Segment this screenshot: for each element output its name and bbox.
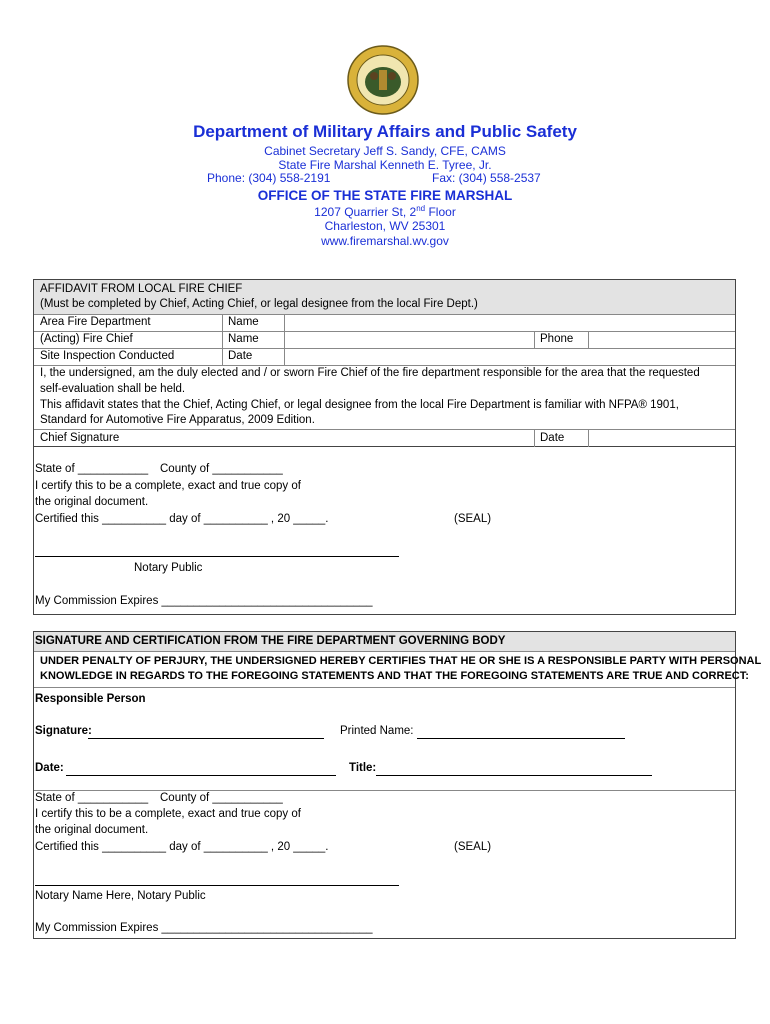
statement-1b: self-evaluation shall be held.	[40, 383, 186, 395]
statement-2a: This affidavit states that the Chief, Acting Chief, or legal designee from the local Fire Department is familiar with NFPA® 1901,	[40, 399, 679, 411]
date-line[interactable]	[66, 775, 336, 776]
title-line[interactable]	[376, 775, 652, 776]
date-label-2: Date	[540, 432, 565, 444]
acting-fire-chief-label: (Acting) Fire Chief	[40, 333, 133, 345]
inspection-date-field[interactable]	[284, 348, 285, 365]
area-fire-department-label: Area Fire Department	[40, 316, 151, 328]
name-label-2: Name	[228, 333, 259, 345]
affidavit-header	[34, 280, 735, 315]
signature-date-field[interactable]	[588, 429, 589, 447]
notary-signature-line[interactable]	[35, 556, 399, 557]
state-of-field[interactable]: State of ___________	[35, 463, 149, 475]
commission-expires-field-2[interactable]: My Commission Expires _________________________________	[35, 922, 373, 934]
department-title: Department of Military Affairs and Public Safety	[193, 122, 577, 141]
name-label-1: Name	[228, 316, 259, 328]
governing-header	[34, 632, 735, 652]
printed-name-label: Printed Name:	[340, 725, 414, 737]
chief-signature-field[interactable]	[534, 429, 535, 447]
signature-line[interactable]	[88, 738, 324, 739]
affidavit-section	[33, 279, 736, 447]
fire-department-name-field[interactable]	[284, 314, 285, 331]
commission-expires-field[interactable]: My Commission Expires _________________________________	[35, 595, 373, 607]
address-line-2: Charleston, WV 25301	[324, 219, 446, 233]
responsible-person-block	[34, 687, 735, 791]
statement-1a: I, the undersigned, am the duly elected and / or sworn Fire Chief of the fire department responsible for the area that the requested	[40, 367, 700, 379]
notary-name-label: Notary Name Here, Notary Public	[35, 890, 206, 902]
county-of-field-2[interactable]: County of ___________	[160, 792, 283, 804]
signature-label: Signature:	[35, 725, 92, 737]
address-line-1: 1207 Quarrier St, 2nd Floor	[314, 204, 456, 219]
perjury-statement	[34, 651, 762, 688]
affidavit-title: AFFIDAVIT FROM LOCAL FIRE CHIEF	[40, 283, 243, 295]
responsible-person-label: Responsible Person	[35, 693, 146, 705]
perjury-line-2: KNOWLEDGE IN REGARDS TO THE FOREGOING STATEMENTS AND THAT THE FOREGOING STATEMENTS ARE TRUE AND CORRECT:	[40, 670, 749, 682]
affidavit-statements	[34, 365, 735, 430]
wv-state-seal-icon	[343, 44, 423, 116]
site-inspection-label: Site Inspection Conducted	[40, 350, 175, 362]
county-of-field[interactable]: County of ___________	[160, 463, 283, 475]
seal-label: (SEAL)	[454, 513, 492, 525]
affidavit-subtitle: (Must be completed by Chief, Acting Chief, or legal designee from the local Fire Dept.)	[40, 298, 478, 310]
printed-name-line[interactable]	[417, 738, 625, 739]
statement-2b: Standard for Automotive Fire Apparatus, 2009 Edition.	[40, 414, 315, 426]
area-fire-department-row	[34, 314, 735, 332]
fire-chief-name-field[interactable]	[284, 331, 285, 348]
certify-text-2-1: I certify this to be a complete, exact and true copy of	[35, 808, 301, 820]
state-of-field-2[interactable]: State of ___________	[35, 792, 149, 804]
perjury-line-1: UNDER PENALTY OF PERJURY, THE UNDERSIGNED HEREBY CERTIFIES THAT HE OR SHE IS A RESPONSIBLE PARTY WITH PERSONAL	[40, 655, 762, 667]
date-label: Date:	[35, 762, 64, 774]
notary-public-label: Notary Public	[134, 562, 203, 574]
certify-text-1: I certify this to be a complete, exact and true copy of	[35, 480, 301, 492]
date-label-1: Date	[228, 350, 253, 362]
phone-label: Phone	[540, 333, 574, 345]
phone-number: Phone: (304) 558-2191	[207, 171, 331, 185]
notary-section-1	[33, 447, 736, 615]
certify-text-2-2: the original document.	[35, 824, 149, 836]
notary-section-2	[34, 790, 735, 939]
office-title: OFFICE OF THE STATE FIRE MARSHAL	[257, 188, 513, 203]
certified-this-field[interactable]: Certified this __________ day of __________ , 20 _____.	[35, 513, 329, 525]
certified-this-field-2[interactable]: Certified this __________ day of __________ , 20 _____.	[35, 841, 329, 853]
title-label: Title:	[349, 762, 377, 774]
state-fire-marshal: State Fire Marshal Kenneth E. Tyree, Jr.	[278, 158, 492, 172]
site-inspection-row	[34, 348, 735, 366]
fire-chief-row	[34, 331, 735, 349]
chief-signature-row	[34, 429, 735, 447]
phone-field[interactable]	[588, 331, 589, 348]
website-link[interactable]: www.firemarshal.wv.gov	[321, 234, 449, 248]
cabinet-secretary: Cabinet Secretary Jeff S. Sandy, CFE, CAMS	[264, 144, 506, 158]
certify-text-2: the original document.	[35, 496, 149, 508]
governing-body-section	[33, 631, 762, 939]
governing-title: SIGNATURE AND CERTIFICATION FROM THE FIRE DEPARTMENT GOVERNING BODY	[35, 635, 506, 647]
fax-number: Fax: (304) 558-2537	[432, 171, 541, 185]
chief-signature-label: Chief Signature	[40, 432, 120, 444]
notary-signature-line-2[interactable]	[35, 885, 399, 886]
seal-label-2: (SEAL)	[454, 841, 492, 853]
